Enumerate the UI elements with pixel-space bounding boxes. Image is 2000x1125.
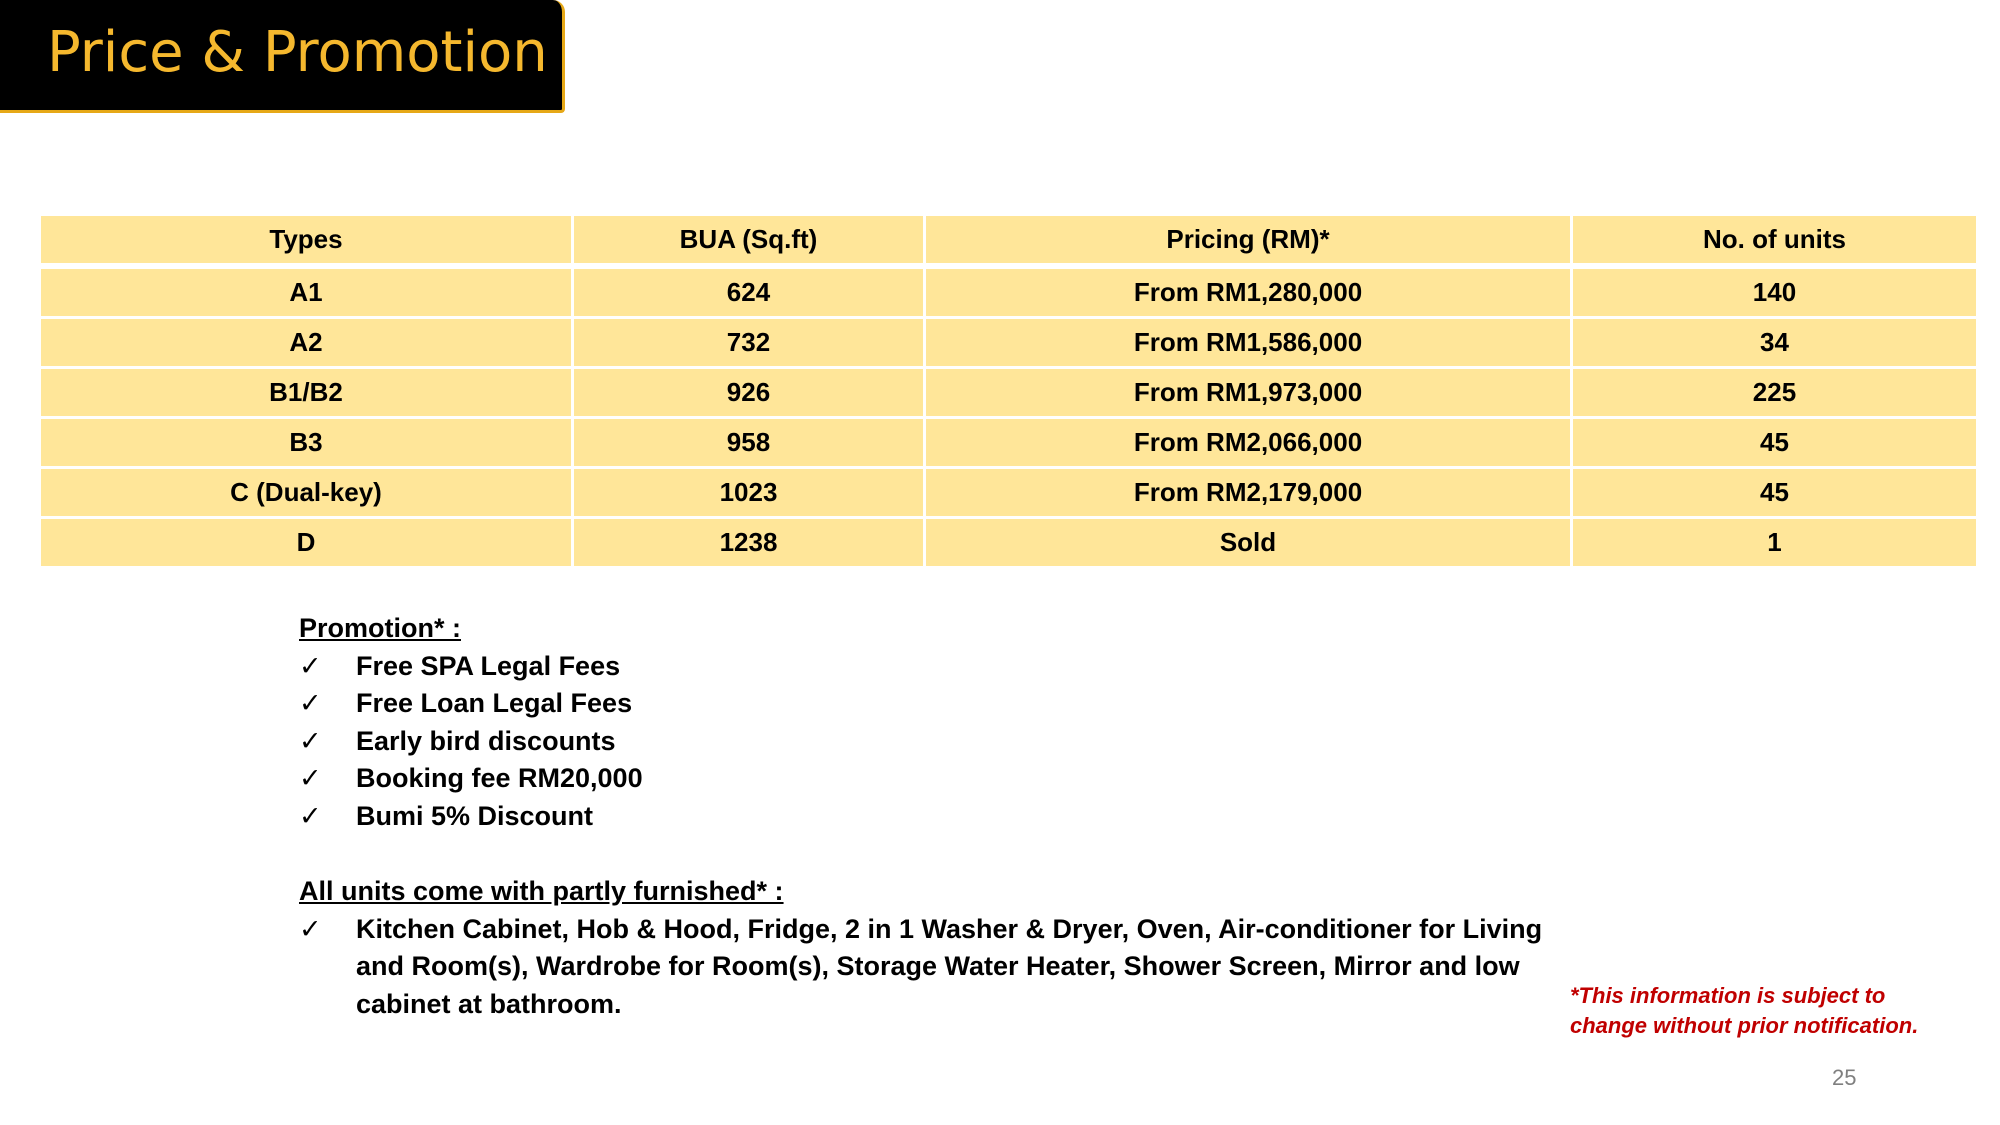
cell-type: B3 — [41, 419, 571, 466]
table-row — [41, 519, 1976, 566]
checkmark-icon: ✓ — [299, 725, 322, 757]
cell-price: From RM1,973,000 — [926, 369, 1570, 416]
header-units: No. of units — [1573, 216, 1976, 266]
checkmark-icon: ✓ — [299, 800, 322, 832]
table-row — [41, 319, 1976, 366]
promotion-item — [299, 798, 1556, 836]
header-pricing: Pricing (RM)* — [926, 216, 1570, 266]
cell-units: 140 — [1573, 269, 1976, 316]
header-types: Types — [41, 216, 571, 266]
checkmark-icon: ✓ — [299, 688, 322, 719]
cell-units: 45 — [1573, 419, 1976, 466]
cell-price: From RM2,066,000 — [926, 419, 1570, 466]
cell-units: 45 — [1573, 469, 1976, 516]
cell-bua: 624 — [574, 269, 923, 316]
promotion-item — [299, 723, 1556, 761]
checkmark-icon: ✓ — [299, 650, 322, 682]
disclaimer-note — [1570, 981, 1918, 1041]
page-title: Price & Promotion — [47, 20, 548, 85]
cell-type: D — [41, 519, 571, 566]
cell-price: Sold — [926, 519, 1570, 566]
table-row — [41, 369, 1976, 416]
promotion-item-label: Early bird discounts — [356, 725, 616, 756]
cell-type: C (Dual-key) — [41, 469, 571, 516]
cell-units: 225 — [1573, 369, 1976, 416]
promotion-item — [299, 760, 1556, 798]
promotion-item-label: Bumi 5% Discount — [356, 800, 594, 831]
cell-price: From RM1,280,000 — [926, 269, 1570, 316]
promotion-item — [299, 685, 1556, 723]
page-number: 25 — [1832, 1065, 1857, 1090]
cell-bua: 926 — [574, 369, 923, 416]
furnishing-item — [299, 911, 1556, 1024]
cell-type: A2 — [41, 319, 571, 366]
promotion-item-label: Free Loan Legal Fees — [356, 688, 633, 718]
cell-type: B1/B2 — [41, 369, 571, 416]
promotion-heading: Promotion* : — [299, 613, 461, 643]
cell-price: From RM2,179,000 — [926, 469, 1570, 516]
cell-bua: 732 — [574, 319, 923, 366]
header-bua: BUA (Sq.ft) — [574, 216, 923, 266]
furnishing-heading: All units come with partly furnished* : — [299, 876, 784, 906]
checkmark-icon: ✓ — [299, 913, 322, 945]
disclaimer-line: change without prior notification. — [1570, 1013, 1919, 1038]
title-banner — [0, 0, 565, 113]
table-row — [41, 419, 1976, 466]
furnishing-item-label: Kitchen Cabinet, Hob & Hood, Fridge, 2 in 1 Washer & Dryer, Oven, Air-conditioner for Living and Room(s), Wardrobe for Room(s), Storage Water Heater, Shower Screen, Mirror and low cabinet at bathroom. — [356, 913, 1543, 1019]
promotion-item-label: Booking fee RM20,000 — [356, 763, 643, 793]
disclaimer-line: *This information is subject to — [1570, 983, 1886, 1008]
promotion-item-label: Free SPA Legal Fees — [356, 650, 621, 681]
checkmark-icon: ✓ — [299, 763, 322, 794]
cell-bua: 1023 — [574, 469, 923, 516]
spacer — [299, 835, 1556, 873]
cell-bua: 1238 — [574, 519, 923, 566]
cell-price: From RM1,586,000 — [926, 319, 1570, 366]
cell-bua: 958 — [574, 419, 923, 466]
table-row — [41, 469, 1976, 516]
table-row — [41, 269, 1976, 316]
promotion-section — [299, 610, 1556, 1023]
price-table — [38, 213, 1979, 569]
cell-type: A1 — [41, 269, 571, 316]
promotion-item — [299, 648, 1556, 686]
table-header-row — [41, 216, 1976, 266]
cell-units: 34 — [1573, 319, 1976, 366]
cell-units: 1 — [1573, 519, 1976, 566]
